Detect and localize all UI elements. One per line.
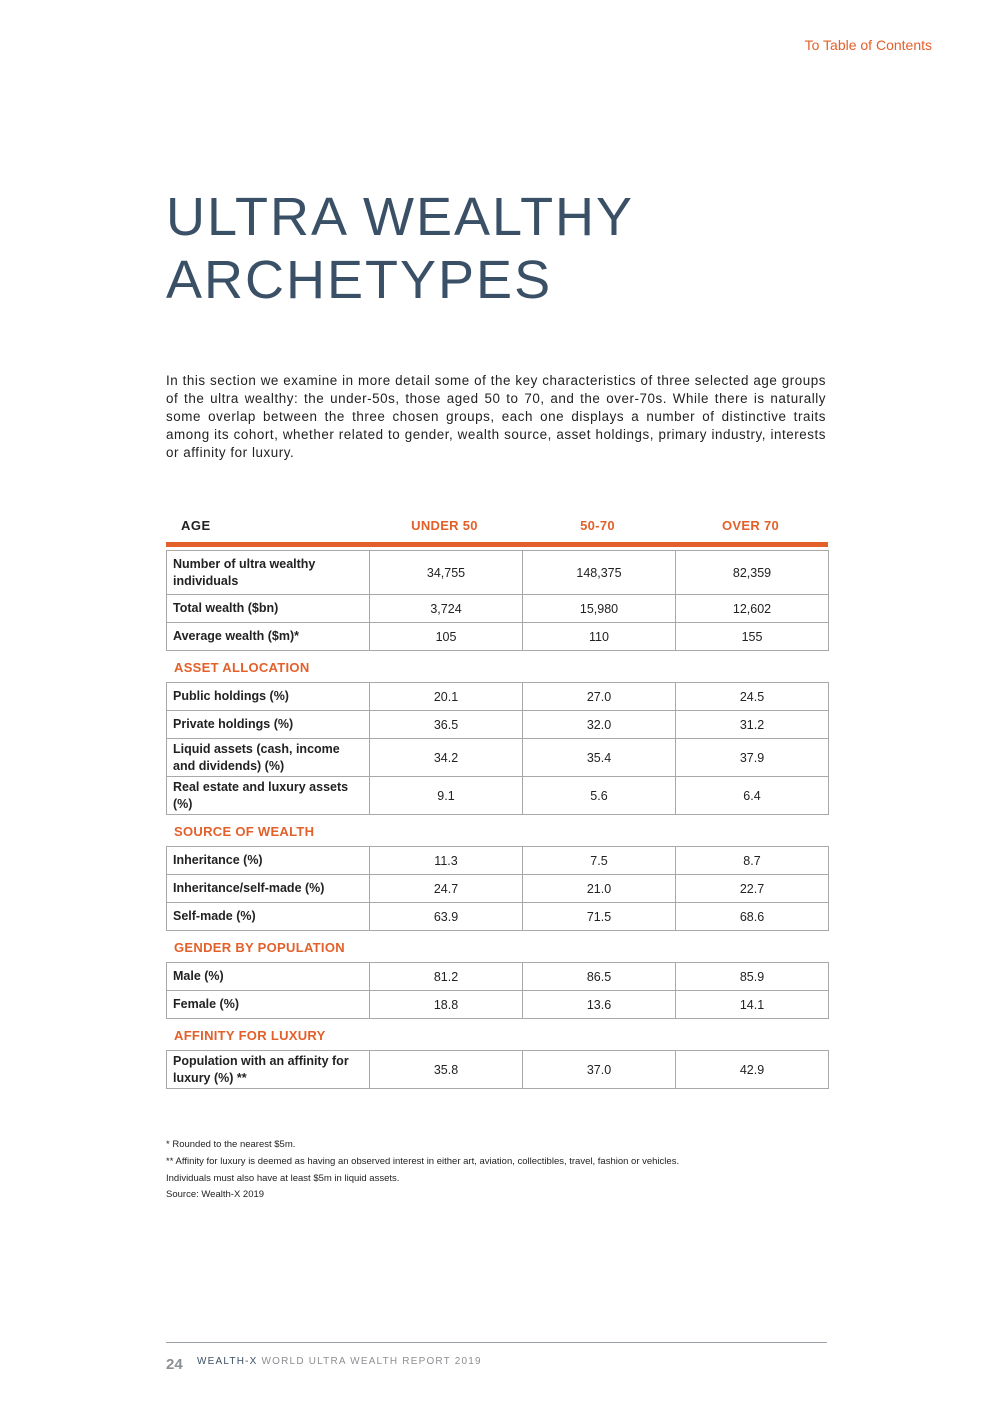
cell-over-70: 42.9	[676, 1051, 829, 1089]
cell-under-50: 105	[370, 623, 523, 651]
row-label: Public holdings (%)	[167, 683, 370, 711]
table-row	[167, 1051, 829, 1089]
report-title: WORLD ULTRA WEALTH REPORT 2019	[261, 1356, 482, 1367]
cell-over-70: 12,602	[676, 595, 829, 623]
gender-table	[166, 962, 829, 1019]
row-label: Self-made (%)	[167, 903, 370, 931]
cell-under-50: 63.9	[370, 903, 523, 931]
cell-over-70: 68.6	[676, 903, 829, 931]
row-label: Private holdings (%)	[167, 711, 370, 739]
cell-50-70: 21.0	[523, 875, 676, 903]
row-label: Male (%)	[167, 963, 370, 991]
table-row	[167, 847, 829, 875]
cell-over-70: 31.2	[676, 711, 829, 739]
cell-over-70: 22.7	[676, 875, 829, 903]
cell-under-50: 20.1	[370, 683, 523, 711]
cell-under-50: 3,724	[370, 595, 523, 623]
header-over-70: OVER 70	[721, 517, 779, 533]
table-row	[167, 739, 829, 777]
cell-50-70: 86.5	[523, 963, 676, 991]
page-number: 24	[166, 1356, 183, 1373]
cell-under-50: 18.8	[370, 991, 523, 1019]
archetypes-table	[166, 508, 828, 1089]
row-label: Real estate and luxury assets (%)	[167, 777, 370, 815]
table-row	[167, 623, 829, 651]
cell-under-50: 36.5	[370, 711, 523, 739]
cell-under-50: 34.2	[370, 739, 523, 777]
footer-divider	[166, 1342, 827, 1343]
cell-under-50: 24.7	[370, 875, 523, 903]
row-label: Inheritance (%)	[167, 847, 370, 875]
cell-50-70: 35.4	[523, 739, 676, 777]
row-label: Total wealth ($bn)	[167, 595, 370, 623]
table-row	[167, 595, 829, 623]
row-label: Female (%)	[167, 991, 370, 1019]
cell-50-70: 5.6	[523, 777, 676, 815]
source-of-wealth-table	[166, 846, 829, 931]
summary-table	[166, 550, 829, 651]
header-50-70: 50-70	[580, 517, 615, 533]
table-row	[167, 551, 829, 595]
cell-50-70: 15,980	[523, 595, 676, 623]
footnote: * Rounded to the nearest $5m.	[166, 1139, 296, 1150]
header-under-50: UNDER 50	[411, 517, 478, 533]
table-row	[167, 777, 829, 815]
cell-over-70: 6.4	[676, 777, 829, 815]
row-label: Number of ultra wealthy individuals	[167, 551, 370, 595]
table-row	[167, 903, 829, 931]
row-label: Average wealth ($m)*	[167, 623, 370, 651]
cell-over-70: 155	[676, 623, 829, 651]
page-title-line-1: ULTRA WEALTHY	[166, 187, 635, 247]
row-label: Population with an affinity for luxury (%) **	[167, 1051, 370, 1089]
cell-50-70: 71.5	[523, 903, 676, 931]
row-label: Liquid assets (cash, income and dividends) (%)	[167, 739, 370, 777]
cell-over-70: 37.9	[676, 739, 829, 777]
cell-under-50: 11.3	[370, 847, 523, 875]
report-name	[197, 1356, 482, 1367]
cell-over-70: 8.7	[676, 847, 829, 875]
cell-50-70: 27.0	[523, 683, 676, 711]
cell-50-70: 110	[523, 623, 676, 651]
page-title	[166, 186, 634, 312]
row-label: Inheritance/self-made (%)	[167, 875, 370, 903]
table-row	[167, 991, 829, 1019]
intro-paragraph: In this section we examine in more detail some of the key characteristics of three selected age groups of the ultra wealthy: the under-50s, those aged 50 to 70, and the over-70s. While there is naturally some overlap between the three chosen groups, each one displays a number of distinctive traits among its cohort, whether related to gender, wealth source, asset holdings, primary industry, interests or affinity for luxury.	[166, 373, 826, 460]
cell-under-50: 81.2	[370, 963, 523, 991]
brand-name: WEALTH-X	[197, 1356, 258, 1367]
asset-allocation-table	[166, 682, 829, 815]
cell-50-70: 32.0	[523, 711, 676, 739]
table-row	[167, 711, 829, 739]
table-of-contents-link[interactable]: To Table of Contents	[804, 37, 932, 53]
header-age: AGE	[181, 517, 211, 533]
cell-over-70: 82,359	[676, 551, 829, 595]
cell-under-50: 9.1	[370, 777, 523, 815]
footnotes	[166, 1137, 826, 1204]
table-row	[167, 963, 829, 991]
section-title-affinity-for-luxury: AFFINITY FOR LUXURY	[174, 1028, 326, 1043]
cell-50-70: 7.5	[523, 847, 676, 875]
cell-over-70: 24.5	[676, 683, 829, 711]
cell-over-70: 14.1	[676, 991, 829, 1019]
section-title-source-of-wealth: SOURCE OF WEALTH	[174, 824, 315, 839]
table-row	[167, 875, 829, 903]
cell-50-70: 148,375	[523, 551, 676, 595]
cell-under-50: 34,755	[370, 551, 523, 595]
footnote: ** Affinity for luxury is deemed as having an observed interest in either art, aviation, collectibles, travel, fashion or vehicles.	[166, 1155, 680, 1167]
source-note: Source: Wealth-X 2019	[166, 1189, 265, 1201]
section-title-gender-by-population: GENDER BY POPULATION	[174, 940, 345, 955]
cell-over-70: 85.9	[676, 963, 829, 991]
page-title-line-2: ARCHETYPES	[166, 250, 553, 310]
table-row	[167, 683, 829, 711]
affinity-table	[166, 1050, 829, 1089]
cell-50-70: 13.6	[523, 991, 676, 1019]
section-title-asset-allocation: ASSET ALLOCATION	[174, 660, 310, 675]
footnote: Individuals must also have at least $5m in liquid assets.	[166, 1172, 400, 1184]
cell-50-70: 37.0	[523, 1051, 676, 1089]
cell-under-50: 35.8	[370, 1051, 523, 1089]
table-header-row	[166, 508, 828, 547]
